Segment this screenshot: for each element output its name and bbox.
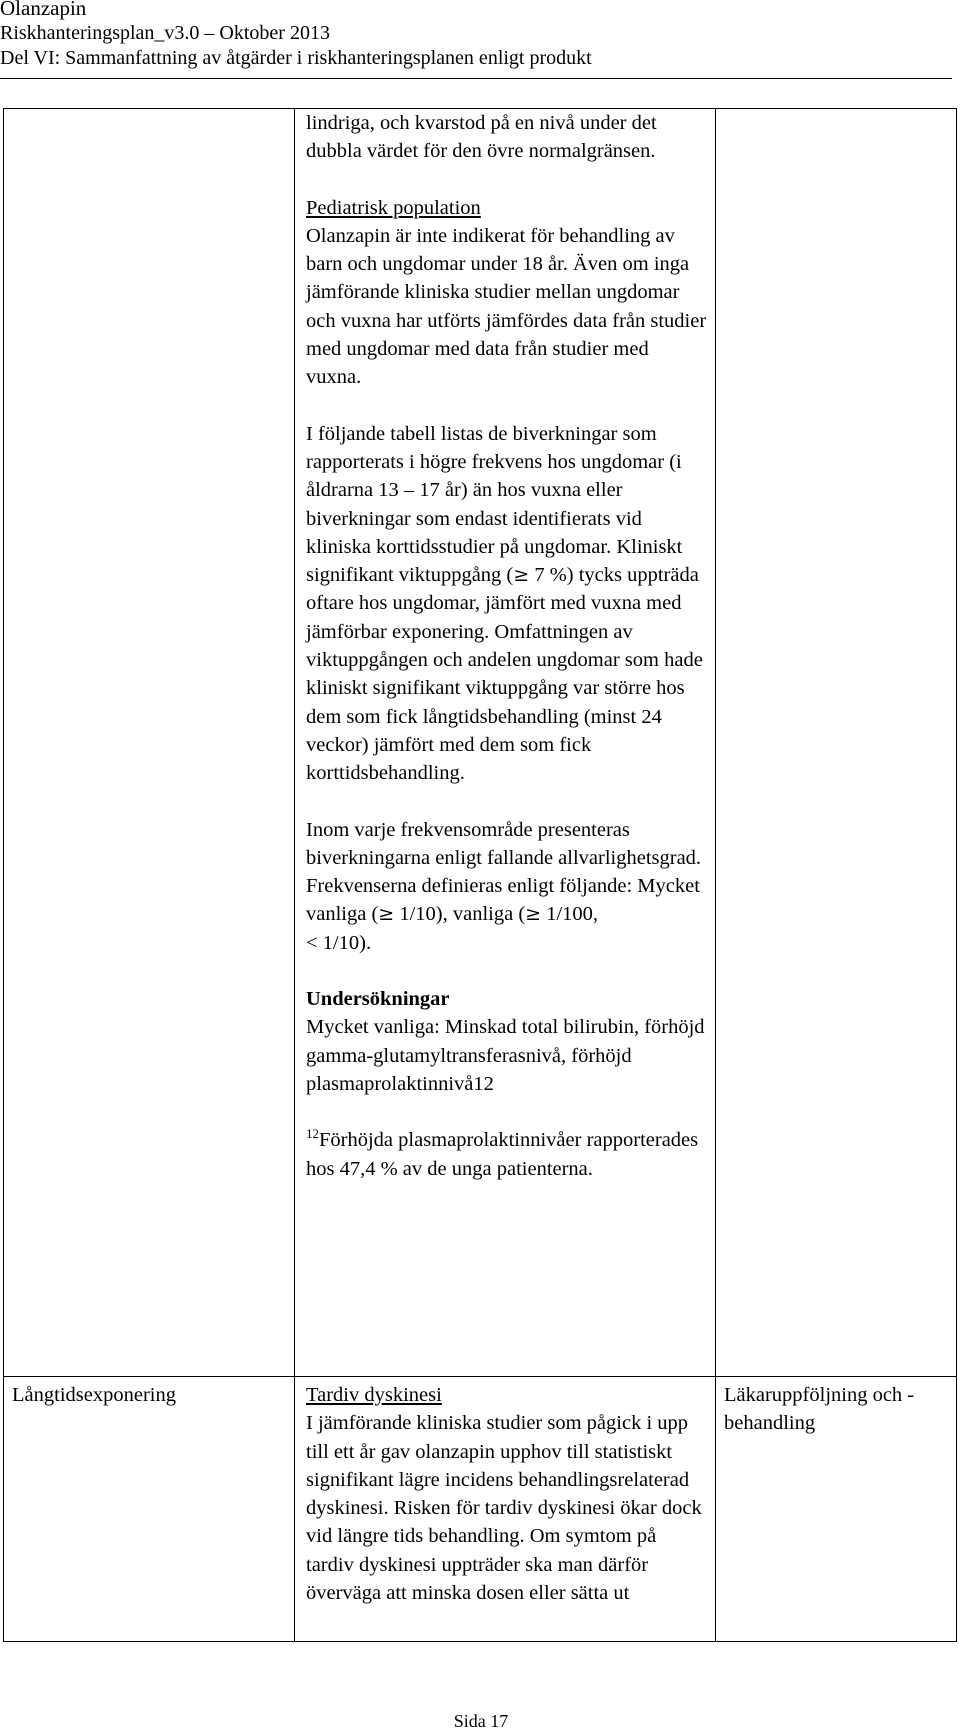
risk-table — [3, 108, 957, 1642]
table-row — [4, 1377, 957, 1642]
header-rule — [0, 78, 952, 79]
paragraph-text: 7 %) tycks uppträda oftare hos ungdomar, jämfört med vuxna med jämförbar exponering. Omfattningen av viktuppgången och andelen ungdomar som hade kliniskt signifikant viktuppgång var större hos dem som fick långtidsbehandling (minst 24 veckor) jämfört med dem som fick korttidsbehandling. — [306, 564, 703, 785]
greater-equal-symbol: ≥ — [513, 564, 530, 587]
paragraph: Mycket vanliga: Minskad total bilirubin, förhöjd gamma-glutamyltransferasnivå, förhöjd plasmaprolaktinnivå12 — [306, 1016, 705, 1095]
paragraph-text: 1/100, — [541, 903, 599, 926]
tardive-dyskinesia-heading: Tardiv dyskinesi — [306, 1384, 442, 1406]
greater-equal-symbol: ≥ — [525, 903, 542, 926]
header-document: Riskhanteringsplan_v3.0 – Oktober 2013 — [0, 22, 330, 44]
information-cell — [295, 1377, 716, 1642]
table-row — [4, 109, 957, 1377]
paragraph-text: < 1/10). — [306, 931, 372, 954]
investigations-heading: Undersökningar — [306, 988, 450, 1011]
header-section: Del VI: Sammanfattning av åtgärder i riskhanteringsplanen enligt produkt — [0, 47, 592, 69]
paragraph: Olanzapin är inte indikerat för behandling av barn och ungdomar under 18 år. Även om inga jämförande kliniska studier mellan ungdomar och vuxna har utförts jämfördes data från studier med ungdomar med data från studier med vuxna. — [306, 224, 707, 389]
page-footer — [0, 1711, 960, 1731]
paragraph — [306, 816, 709, 957]
risk-cell — [4, 109, 295, 1377]
page-number: Sida 17 — [453, 1711, 509, 1731]
risk-label: Långtidsexponering — [12, 1384, 176, 1406]
pediatric-heading: Pediatrisk population — [306, 196, 481, 219]
information-cell — [295, 109, 716, 1377]
greater-equal-symbol: ≥ — [378, 903, 395, 926]
footnote-number: 12 — [306, 1126, 319, 1142]
footnote-text: Förhöjda plasmaprolaktinnivåer rapporterades hos 47,4 % av de unga patienterna. — [306, 1129, 699, 1180]
page-header — [0, 0, 952, 71]
risk-cell — [4, 1377, 295, 1642]
paragraph — [306, 420, 709, 788]
footnote — [306, 1126, 709, 1183]
paragraph-text: Inom varje frekvensområde presenteras biverkningarna enligt fallande allvarlighetsgrad. Frekvenserna definieras enligt följande: Mycket vanliga ( — [306, 818, 702, 926]
paragraph: lindriga, och kvarstod på en nivå under det dubbla värdet för den övre normalgränsen. — [306, 112, 657, 163]
paragraph: I jämförande kliniska studier som pågick i upp till ett år gav olanzapin upphov till statistiskt signifikant lägre incidens behandlingsrelaterad dyskinesi. Risken för tardiv dyskinesi ökar dock vid längre tids behandling. Om symtom på tardiv dyskinesi uppträder ska man därför överväga att minska dosen eller sätta ut — [306, 1412, 702, 1605]
measure-cell — [716, 109, 957, 1377]
header-product: Olanzapin — [0, 0, 87, 20]
paragraph-text: I följande tabell listas de biverkningar som rapporterats i högre frekvens hos ungdomar (i åldrarna 13 – 17 år) än hos vuxna eller biverkningar som endast identifierats vid kliniska korttidsstudier på ungdomar. Kliniskt signifikant viktuppgång ( — [306, 422, 683, 587]
paragraph-text: 1/10), vanliga ( — [394, 903, 526, 926]
measure-cell — [716, 1377, 957, 1642]
measure-label: Läkaruppföljning och -behandling — [724, 1384, 915, 1435]
